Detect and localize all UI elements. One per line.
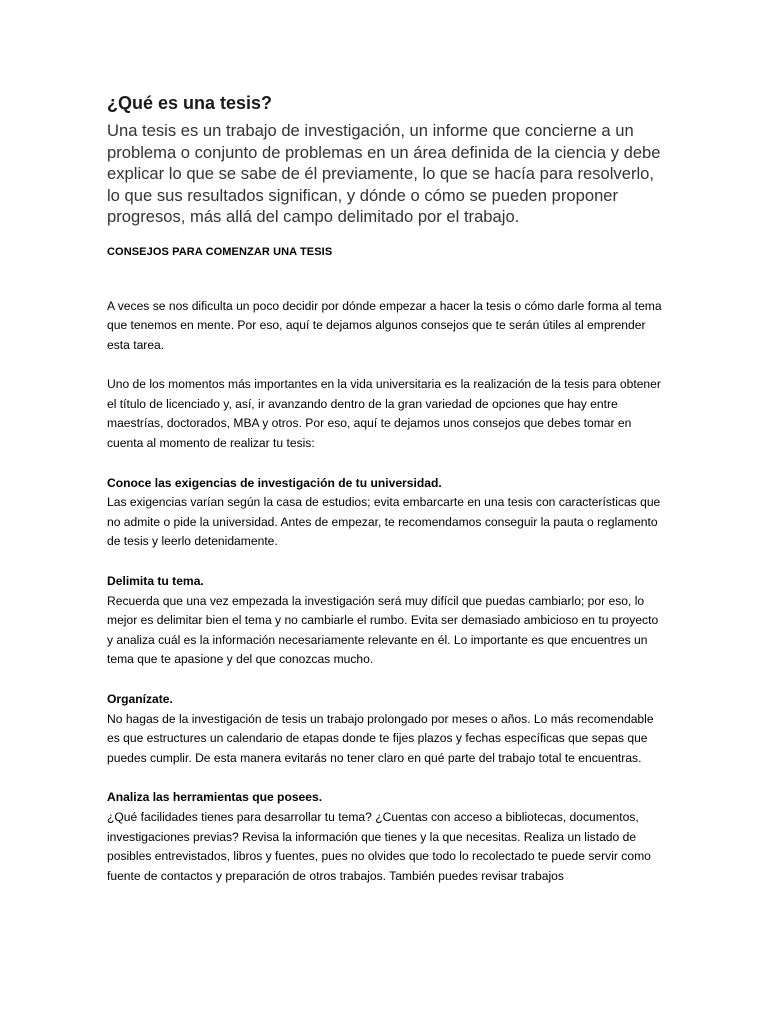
tip-text: Las exigencias varían según la casa de estudios; evita embarcarte en una tesis con características que no admite o pide la universidad. Antes de empezar, te recomendamos conseguir la pauta o reglamento de tesis y leerlo detenidamente.: [107, 495, 661, 549]
tip-block: [107, 788, 667, 886]
body-paragraph: A veces se nos dificulta un poco decidir por dónde empezar a hacer la tesis o cómo darle forma al tema que tenemos en mente. Por eso, aquí te dejamos algunos consejos que te serán útiles al emprender esta tarea.: [107, 298, 662, 352]
tip-text: Recuerda que una vez empezada la investigación será muy difícil que puedas cambiarlo; por eso, lo mejor es delimitar bien el tema y no cambiarle el rumbo. Evita ser demasiado ambicioso en tu proyecto y analiza cuál es la información necesariamente relevante en él. Lo importante es que encuentres un tema que te apasione y del que conozcas mucho.: [107, 593, 659, 667]
tip-block: [107, 572, 667, 670]
tip-block: [107, 690, 667, 768]
tip-text: No hagas de la investigación de tesis un trabajo prolongado por meses o años. Lo más recomendable es que estructures un calendario de etapas donde te fijes plazos y fechas específicas que sepas que puedes cumplir. De esta manera evitarás no tener claro en qué parte del trabajo total te encuentras.: [107, 711, 654, 765]
tip-heading: Analiza las herramientas que posees.: [107, 790, 323, 805]
tip-block: [107, 474, 667, 552]
tip-heading: Conoce las exigencias de investigación de tu universidad.: [107, 475, 442, 490]
document-title: ¿Qué es una tesis?: [107, 93, 273, 113]
document-page: [107, 92, 667, 906]
tip-text: ¿Qué facilidades tienes para desarrollar tu tema? ¿Cuentas con acceso a bibliotecas, documentos, investigaciones previas? Revisa la información que tienes y la que necesitas. Realiza un listado de posibles entrevistados, libros y fuentes, pues no olvides que todo lo recolectado te puede servir como fuente de contactos y preparación de otros trabajos. También puedes revisar trabajos: [107, 809, 651, 883]
tip-heading: Organízate.: [107, 692, 173, 706]
tip-heading: Delimita tu tema.: [107, 574, 204, 589]
body-paragraph: Uno de los momentos más importantes en la vida universitaria es la realización de la tesis para obtener el título de licenciado y, así, ir avanzando dentro de la gran variedad de opciones que hay entre maestrías, doctorados, MBA y otros. Por eso, aquí te dejamos unos consejos que debes tomar en cuenta al momento de realizar tu tesis:: [107, 377, 661, 451]
section-heading: CONSEJOS PARA COMENZAR UNA TESIS: [107, 245, 333, 258]
intro-paragraph: Una tesis es un trabajo de investigación, un informe que concierne a un problema o conjunto de problemas en un área definida de la ciencia y debe explicar lo que se sabe de él previamente, lo que se hacía para resolverlo, lo que sus resultados significan, y dónde o cómo se pueden proponer progresos, más allá del campo delimitado por el trabajo.: [107, 121, 661, 226]
